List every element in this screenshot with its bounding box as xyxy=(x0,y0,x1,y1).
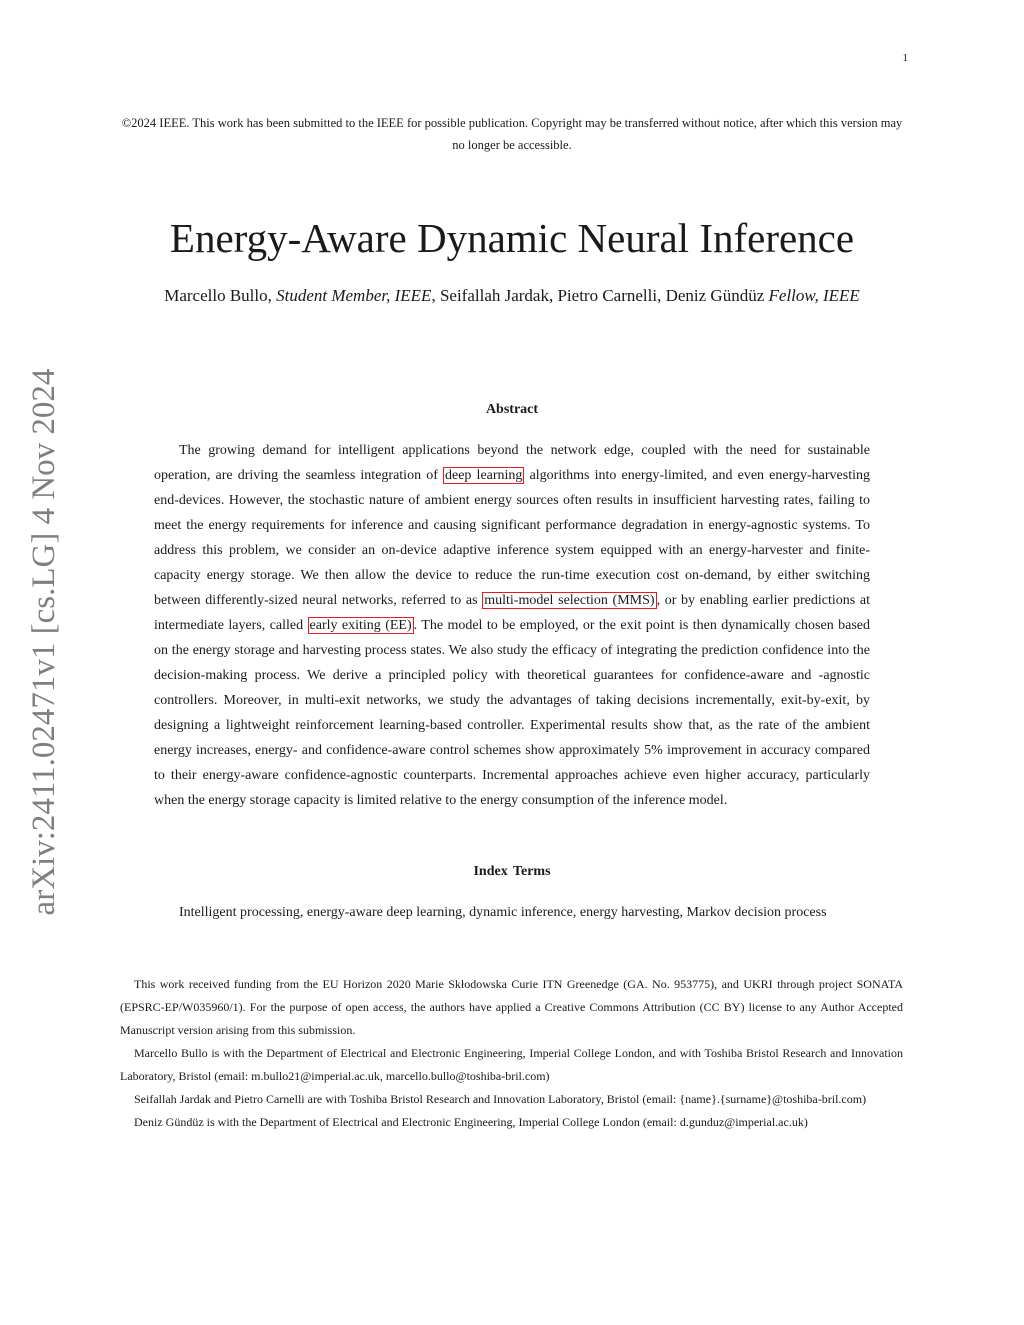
abstract-text-2: algorithms into energy-limited, and even energy-harvesting end-devices. However, the stochastic nature of ambient energy sources often results in insufficient harvesting rates, failing to meet the energy requirements for inference and causing significant performance degradation in energy-agnostic systems. To address this problem, we consider an on-device adaptive inference system equipped with an energy-harvester and finite-capacity energy storage. We then allow the device to reduce the run-time execution cost on-demand, by either switching between differently-sized neural networks, referred to as xyxy=(154,468,871,608)
copyright-notice: ©2024 IEEE. This work has been submitted to the IEEE for possible publication. Copyright may be transferred without notice, after which this version may no longer be accessible. xyxy=(121,116,903,152)
arxiv-stamp: arXiv:2411.02471v1 [cs.LG] 4 Nov 2024 xyxy=(26,368,62,916)
footnote-jardak-carnelli: Seifallah Jardak and Pietro Carnelli are with Toshiba Bristol Research and Innovation Laboratory, Bristol (email: {name}.{surname}@toshiba-bril.com) xyxy=(134,1092,867,1106)
acronym-link-deep-learning[interactable]: deep learning xyxy=(445,468,523,483)
footnote-bullo: Marcello Bullo is with the Department of Electrical and Electronic Engineering, Imperial College London, and with Toshiba Bristol Research and Innovation Laboratory, Bristol (email: m.bullo21@imperial.ac.uk, marcello.bullo@toshiba-bril.com) xyxy=(120,1046,903,1083)
author-text-2: , Seifallah Jardak, Pietro Carnelli, Deniz Gündüz xyxy=(431,286,769,305)
acronym-link-mms[interactable]: multi-model selection (MMS) xyxy=(484,593,655,608)
paper-title: Energy-Aware Dynamic Neural Inference xyxy=(169,215,855,261)
abstract-text-4: . The model to be employed, or the exit point is then dynamically chosen based on the energy storage and harvesting process states. We also study the efficacy of integrating the prediction confidence into the decision-making process. We derive a principled policy with theoretical guarantees for confidence-aware and -agnostic controllers. Moreover, in multi-exit networks, we study the advantages of taking decisions incrementally, exit-by-exit, by designing a lightweight reinforcement learning-based controller. Experimental results show that, as the rate of the ambient energy increases, energy- and confidence-aware control schemes show approximately 5% improvement in accuracy compared to their energy-aware confidence-agnostic counterparts. Incremental approaches achieve even higher accuracy, particularly when the energy storage capacity is limited relative to the energy consumption of the inference model. xyxy=(154,618,870,808)
abstract-body xyxy=(154,438,870,813)
page-number: 1 xyxy=(902,52,908,64)
author-list xyxy=(0,284,1024,308)
footnote-gunduz: Deniz Gündüz is with the Department of Electrical and Electronic Engineering, Imperial College London (email: d.gunduz@imperial.ac.uk) xyxy=(134,1115,808,1129)
footnotes xyxy=(120,973,903,1134)
abstract-text-3: , or by enabling earlier predictions at intermediate layers, called xyxy=(154,593,870,633)
author-role-2: Fellow, IEEE xyxy=(768,286,860,305)
index-terms-heading: Index Terms xyxy=(473,864,551,879)
abstract-heading: Abstract xyxy=(485,402,539,417)
acronym-link-ee[interactable]: early exiting (EE) xyxy=(309,618,412,633)
author-text-1: Marcello Bullo, xyxy=(164,286,277,305)
index-terms-text: Intelligent processing, energy-aware deep learning, dynamic inference, energy harvesting, Markov decision process xyxy=(179,905,827,920)
footnote-funding: This work received funding from the EU Horizon 2020 Marie Skłodowska Curie ITN Greenedge (GA. No. 953775), and UKRI through project SONATA (EPSRC-EP/W035960/1). For the purpose of open access, the authors have applied a Creative Commons Attribution (CC BY) license to any Author Accepted Manuscript version arising from this submission. xyxy=(120,977,903,1037)
author-role-1: Student Member, IEEE xyxy=(276,286,432,305)
abstract-text-1: The growing demand for intelligent applications beyond the network edge, coupled with the need for sustainable operation, are driving the seamless integration of xyxy=(154,443,870,483)
